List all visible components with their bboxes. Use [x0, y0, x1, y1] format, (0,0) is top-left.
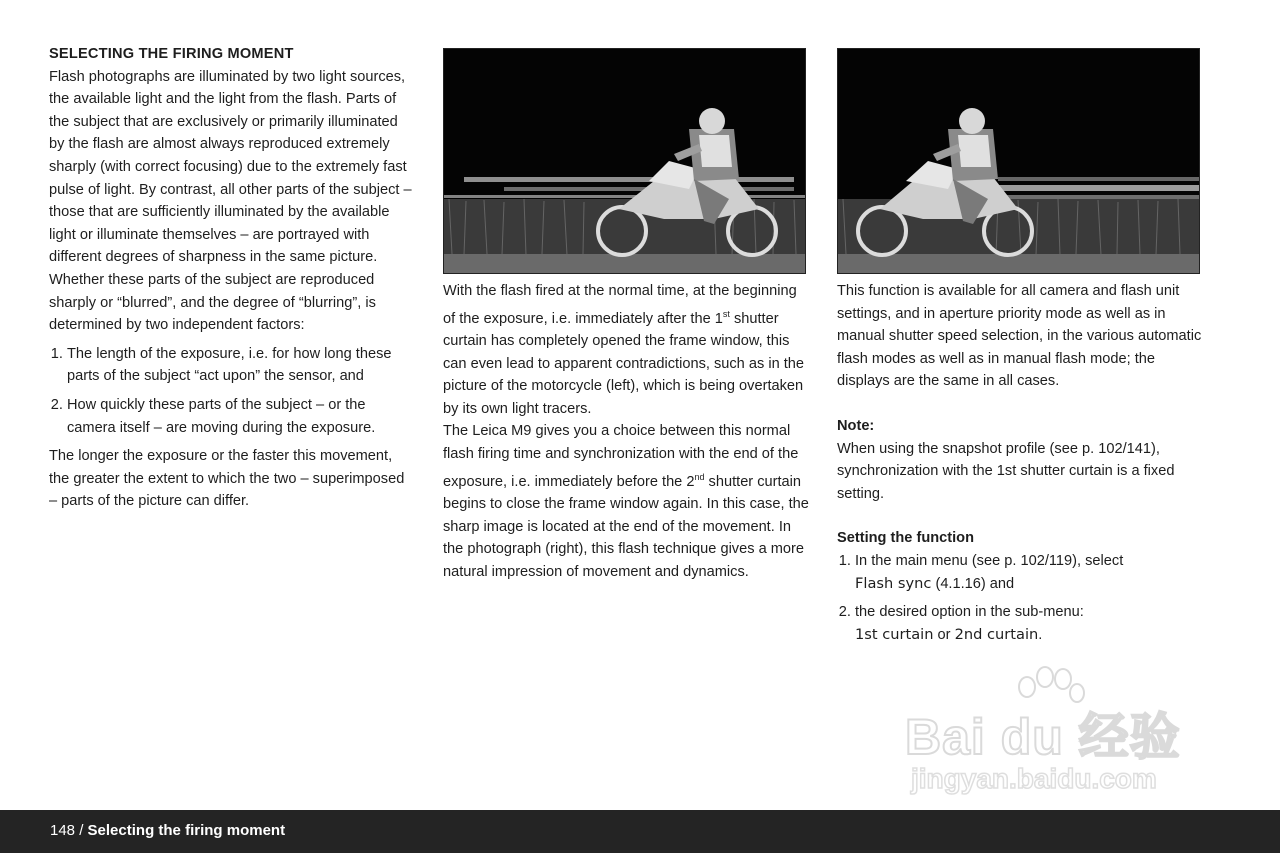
intro-paragraph: Flash photographs are illuminated by two light sources, the available light and the light from the flash. Parts of the subject that are exclusively or primarily illuminated by the flash are almost always reproduced extremely sharply (with correct focusing) due to the extremely fast pulse of light. By contrast, all other parts of the subject – those that are sufficiently illuminated by the available light or illuminate themselves – are portrayed with different degrees of sharpness in the same picture. [49, 68, 412, 266]
motorcycle-photo-right [837, 48, 1200, 274]
watermark-url: jingyan.baidu.com [911, 763, 1157, 794]
availability-paragraph: This function is available for all camera and flash unit settings, and in aperture priority mode as well as in manual shutter speed selection, in the various automatic flash modes as well as in manual flash mode; the displays are the same in all cases. [837, 283, 1202, 390]
list-item: 2. How quickly these parts of the subject – or the camera itself – are moving during the exposure. [67, 394, 415, 439]
caption-first-curtain: With the flash fired at the normal time, at the beginning of the exposure, i.e. immediately after the 1st shutter curtain has completely opened the frame window, this can even lead to apparent contradictions, such as in the picture of the motorcycle (left), which is being overtaken by its own light tracers. [443, 283, 805, 417]
list-item: 2. the desired option in the sub-menu: 1st curtain or 2nd curtain. [855, 601, 1205, 646]
menu-item-flash-sync: Flash sync [855, 574, 932, 592]
factors-list [49, 343, 415, 439]
factors-intro-paragraph: Whether these parts of the subject are reproduced sharply or “blurred”, and the degree of “blurring”, is determined by two independent factors: [49, 271, 376, 334]
conclusion-paragraph: The longer the exposure or the faster this movement, the greater the extent to which the two – superimposed – parts of the picture can differ. [49, 448, 405, 510]
setting-steps [837, 550, 1205, 646]
footer-title: Selecting the firing moment [87, 822, 286, 839]
right-column [837, 48, 1205, 652]
note-text: When using the snapshot profile (see p. 102/141), synchronization with the 1st shutter curtain is a fixed setting. [837, 440, 1175, 502]
setting-heading: Setting the function [837, 530, 975, 547]
section-heading: SELECTING THE FIRING MOMENT [49, 46, 294, 62]
note-heading: Note: [837, 417, 875, 434]
watermark-brand: Bai du 经验 [905, 709, 1181, 765]
option-2nd-curtain: 2nd curtain [954, 625, 1039, 643]
list-item: 1. In the main menu (see p. 102/119), select Flash sync (4.1.16) and [855, 550, 1205, 595]
caption-second-curtain: The Leica M9 gives you a choice between this normal flash firing time and synchronization with the end of the exposure, i.e. immediately before the 2nd shutter curtain begins to close the frame window again. In this case, the sharp image is located at the end of the movement. In the photograph (right), this flash technique gives a more natural impression of movement and dynamics. [443, 423, 809, 580]
page-footer [0, 810, 1280, 853]
middle-column [443, 48, 811, 583]
list-item: 1. The length of the exposure, i.e. for how long these parts of the subject “act upon” the sensor, and [67, 343, 415, 388]
option-1st-curtain: 1st curtain [855, 625, 934, 643]
page-number: 148 [50, 822, 76, 839]
footer-separator: / [75, 822, 88, 839]
baidu-watermark [905, 665, 1205, 805]
left-column [49, 43, 415, 513]
motorcycle-photo-left [443, 48, 806, 274]
photo-caption [443, 280, 811, 583]
